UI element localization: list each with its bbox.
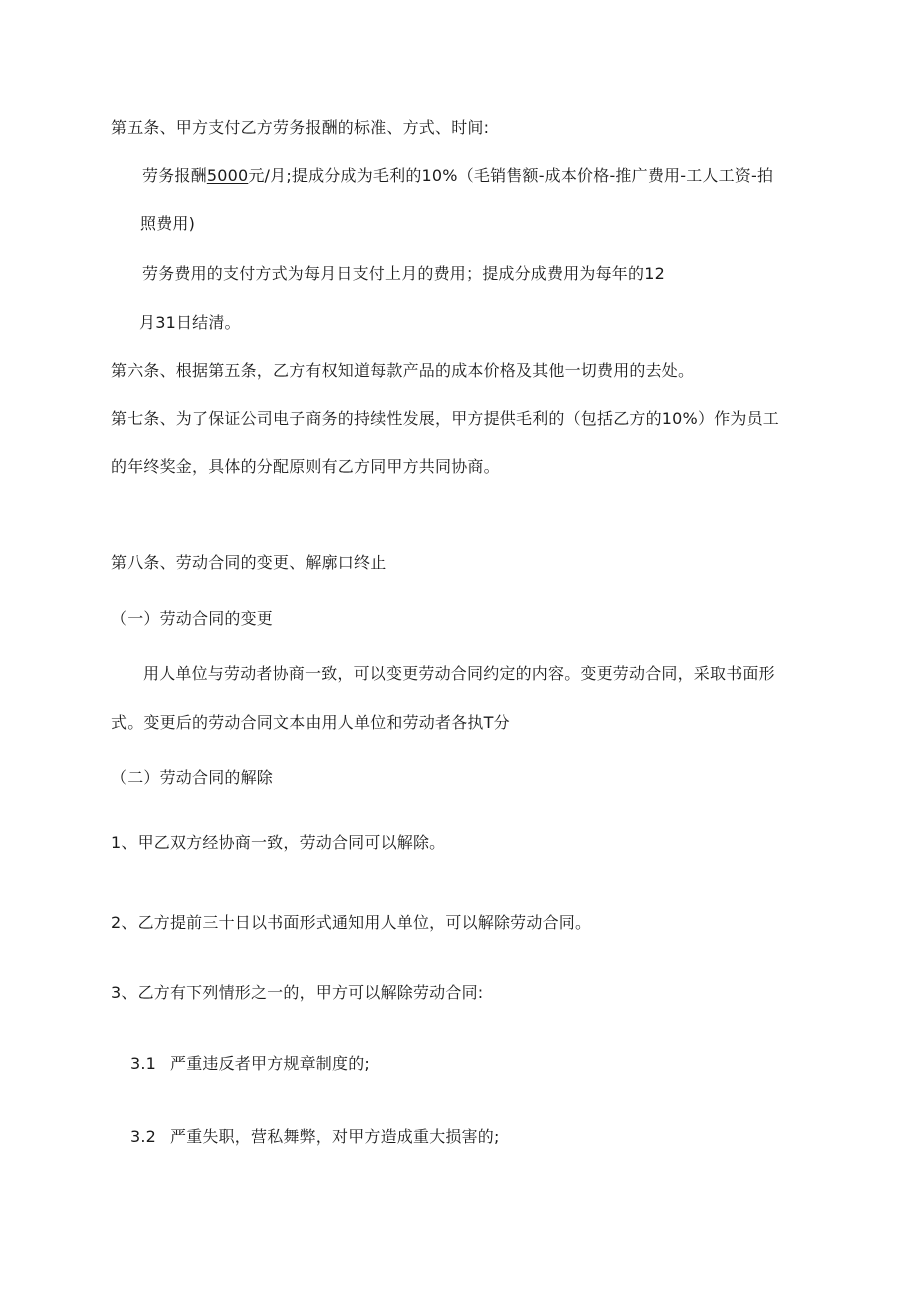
- sub-item-text: 严重违反者甲方规章制度的;: [170, 1054, 370, 1073]
- sub-item-3-2: [130, 1127, 500, 1147]
- sub-item-number: 3.2: [130, 1127, 157, 1146]
- article-5-method-line: 劳务费用的支付方式为每月日支付上月的费用；提成分成费用为每年的12: [142, 264, 665, 283]
- article-8-title: 第八条、劳动合同的变更、解廓口终止: [111, 553, 387, 572]
- article-5-method-continued: 月31日结清。: [139, 313, 241, 332]
- article-7-line-1: 第七条、为了保证公司电子商务的持续性发展，甲方提供毛利的（包括乙方的10%）作为员工: [111, 409, 779, 428]
- article-6: 第六条、根据第五条，乙方有权知道每款产品的成本价格及其他一切费用的去处。: [111, 361, 695, 380]
- section-1-paragraph-line-1: 用人单位与劳动者协商一致，可以变更劳动合同约定的内容。变更劳动合同，采取书面形: [143, 664, 775, 683]
- section-1-title: （一）劳动合同的变更: [111, 609, 274, 628]
- pay-amount: 5000: [206, 166, 249, 185]
- termination-item-2: 2、乙方提前三十日以书面形式通知用人单位，可以解除劳动合同。: [111, 913, 592, 932]
- article-7-line-2: 的年终奖金，具体的分配原则有乙方同甲方共同协商。: [111, 457, 500, 476]
- pay-detail: 元/月;提成分成为毛利的10%（毛销售额-成本价格-推广费用-工人工资-拍: [248, 166, 774, 185]
- sub-item-3-1: [130, 1054, 370, 1074]
- article-5-pay-line: [142, 166, 773, 186]
- section-2-title: （二）劳动合同的解除: [111, 768, 274, 787]
- section-1-paragraph-line-2: 式。变更后的劳动合同文本由用人单位和劳动者各执T分: [111, 713, 510, 732]
- article-5-title: 第五条、甲方支付乙方劳务报酬的标准、方式、时间:: [111, 118, 490, 137]
- termination-item-3: 3、乙方有下列情形之一的，甲方可以解除劳动合同:: [111, 983, 484, 1002]
- termination-item-1: 1、甲乙双方经协商一致，劳动合同可以解除。: [111, 833, 446, 852]
- sub-item-text: 严重失职，营私舞弊，对甲方造成重大损害的;: [170, 1127, 500, 1146]
- pay-label: 劳务报酬: [142, 166, 207, 185]
- article-5-pay-continued: 照费用): [140, 214, 196, 233]
- sub-item-number: 3.1: [130, 1054, 157, 1073]
